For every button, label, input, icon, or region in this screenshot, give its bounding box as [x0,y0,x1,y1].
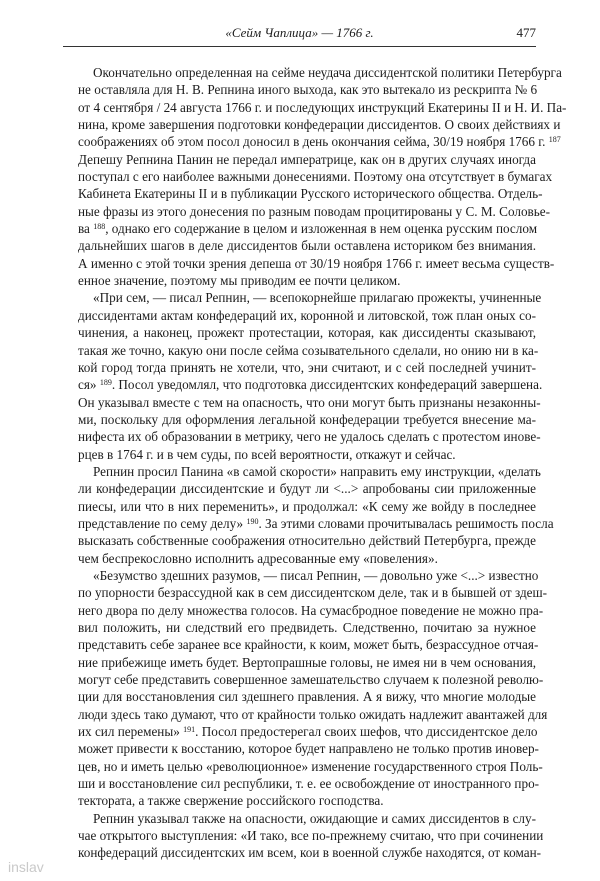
text-line: люди здесь тако думают, что от крайности только ожидать надлежит авантажей для [78,706,548,722]
footnote-marker: 189 [99,378,112,388]
footnote-marker: 190 [246,516,259,526]
paragraph [63,463,554,567]
text-line: вил положить, ни следствий его предвидеть. Следственно, почитаю за нужное [78,620,536,635]
running-header [63,22,536,47]
text-line: чинения, а наконец, прожект протестации, которая, как диссиденты сказывают, [78,325,536,341]
text-line: Депешу Репнина Панин не передал императрице, как он в других случаях иногда [78,151,536,167]
text-line: их сил перемены» $^{191}$. Посол предостерегал своих шефов, что диссидентское дело [78,724,538,740]
text-line: нина, кроме завершения подготовки конфедерации диссидентов. О своих действиях и [78,117,561,133]
text-line: Репнин просил Панина «в самой скорости» направить ему инструкции, «делать [93,463,541,479]
text-line: А именно с этой точки зрения депеша от 30/19 ноября 1766 г. имеет весьма существ- [78,255,555,271]
text-line: конфедераций диссидентских им всем, кои в военной службе находятся, от коман- [78,845,542,861]
text-line: чае открытого выступления: «И тако, все по-прежнему считаю, что при сочинении [78,828,544,844]
text-line: ные фразы из этого донесения по разным поводам процитированы у С. М. Соловье- [78,203,551,219]
text-line: высказать собственные соображения относительно действий Петербурга, прежде [78,533,536,549]
text-line: пиесы, или что в них переменить», и продолжал: «К сему же войду в последнее [78,498,536,514]
body-text [63,64,567,862]
text-line: диссидентами актам конфедераций их, коронной и литовской, тож план оных со- [78,307,536,323]
watermark: inslav [8,859,44,875]
text-line: него двора по делу множества голосов. На сумасбродное поведение не можно пра- [78,602,544,618]
running-title: «Сейм Чаплица» — 1766 г. [225,25,374,40]
text-line: такая же точно, какую они после сейма созывательного сделали, но онию ни в ка- [78,342,539,358]
text-line: от 4 сентября / 24 августа 1766 г. и последующих инструкций Екатерины II и Н. И. Па- [78,99,567,115]
text-line: «При сем, — писал Репнин, — всепокорнейше прилагаю прожекты, учиненные [93,290,542,306]
text-line: ли конфедерации диссидентские и будут ли <...> апробованы сии приложенные [78,481,536,497]
paragraph [63,567,548,810]
text-line: ся» $^{189}$. Посол уведомлял, что подготовка диссидентских конфедераций завершена. [78,377,543,393]
text-line: Кабинета Екатерины II и в публикации Русского исторического общества. Отдель- [78,186,543,202]
page-number: 477 [516,25,536,40]
paragraph [63,64,567,289]
text-line: поступал с его наиболее важными донесениями. Поэтому она отсутствует в бумагах [78,169,553,185]
text-line: тектората, а также свержение российского господства. [78,793,384,809]
text-line: кой город тогда принять не хотели, что, эни считают, и с сей последней учинит- [78,359,536,375]
text-line: дальнейших шагов в деле диссидентов были оставлена историком без внимания. [78,238,536,254]
text-line: соображениях об этом посол доносил в день окончания сейма, 30/19 ноября 1766 г. $^{187}$ [78,134,561,150]
text-line: представление по сему делу» $^{190}$. За этими словами прочитывалась решимость посла [78,515,554,531]
text-line: енное значение, поэтому мы приводим ее почти целиком. [78,273,401,289]
footnote-marker: 188 [93,222,106,232]
text-line: ние прибежище иметь будет. Вертопрашные головы, не имея ни в чем основания, [78,654,537,670]
text-line: Репнин указывал также на опасности, ожидающие и самих диссидентов в слу- [93,810,536,826]
paragraph [63,810,544,862]
text-line: не оставляла для Н. В. Репнина иного выхода, как это вытекало из рескрипта № 6 [78,82,538,98]
text-line: «Безумство здешних разумов, — писал Репнин, — довольно уже <...> известно [93,567,539,583]
paragraph [63,289,543,462]
text-line: рцев в 1764 г. и в чем суды, по всей вероятности, откажут и сейчас. [78,446,456,462]
text-line: Окончательно определенная на сейме неудача диссидентской политики Петербурга [93,65,562,80]
text-line: ми, поскольку для оформления легальной конфедерации требуется внесение ма- [78,411,536,427]
text-line: представить себе заранее все крайности, к коим, может быть, безрассудное отчая- [78,637,539,653]
text-line: ции для восстановления сил здешнего правления. А я вижу, что многие молодые [78,689,536,705]
text-line: ши и восстановление сил республики, т. е. ее освобождение от иностранного про- [78,776,540,792]
text-line: по упорности безрассудной как в сем диссидентском деле, так и в бывшей от здеш- [78,585,548,601]
text-line: ва $^{188}$, однако его содержание в целом и изложенная в нем оценка русским послом [78,221,538,237]
footnote-marker: 191 [183,725,196,735]
text-line: чем беспрекословно исполнить адресованные ему «повеления». [78,550,438,566]
text-line: может привести к восстанию, которое будет направлено не только против иновер- [78,741,539,757]
text-line: могут себе представить совершенное замешательство случаем к полезной револю- [78,672,544,688]
text-line: цев, но и иметь целью «революционное» изменение государственного строя Поль- [78,758,543,774]
text-line: нифеста их об образовании в метрику, чего не удалось сделать с протестом инове- [78,429,541,445]
footnote-marker: 187 [548,135,561,145]
text-line: Он указывал вместе с тем на опасность, что они могут быть признаны незаконны- [78,394,541,410]
